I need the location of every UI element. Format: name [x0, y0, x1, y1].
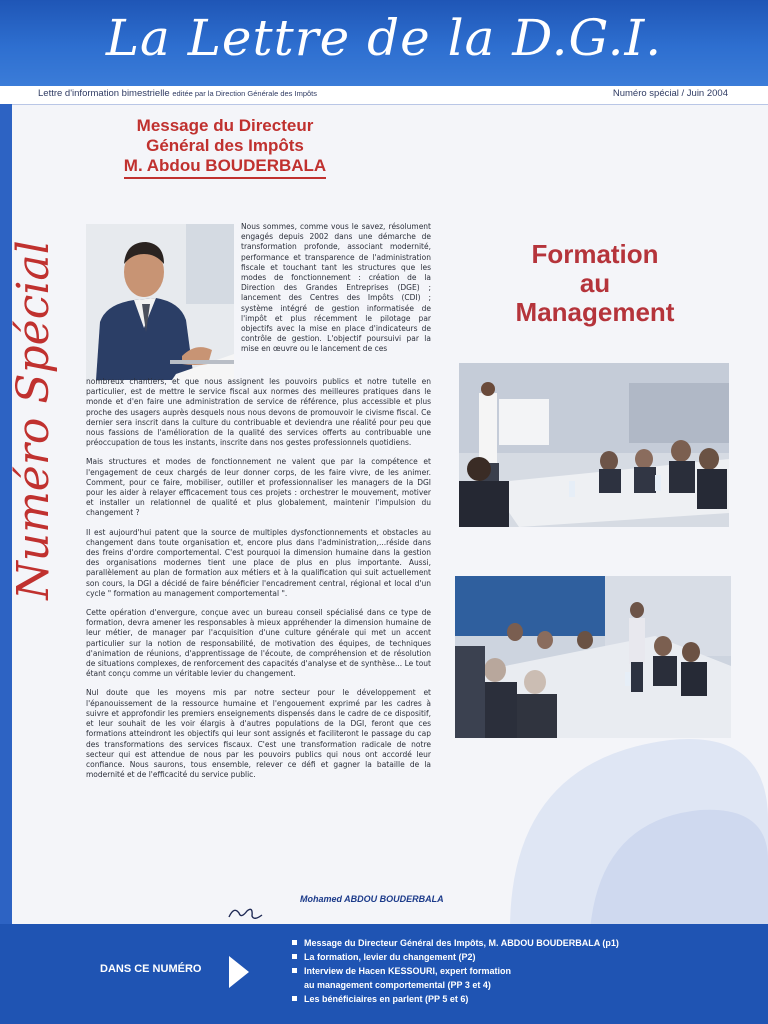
toc-item-label: au management comportemental (PP 3 et 4)	[304, 980, 491, 990]
bullet-square-icon	[292, 996, 297, 1001]
training-photo-1	[459, 363, 729, 527]
formation-heading-line3: Management	[515, 297, 675, 327]
message-title	[70, 116, 380, 179]
bullet-square-icon	[292, 940, 297, 945]
toc-item[interactable]	[292, 964, 619, 978]
toc-item-continuation[interactable]	[292, 978, 619, 992]
toc-item[interactable]	[292, 936, 619, 950]
director-photo	[86, 224, 234, 380]
formation-heading-line2: au	[579, 268, 611, 298]
bullet-square-icon	[292, 968, 297, 973]
bullet-square-icon	[292, 954, 297, 959]
message-paragraph-4: Cette opération d'envergure, conçue avec un bureau conseil spécialisé dans ce type de formation, devra amener les responsables à mieux appréhender la dimension humaine de leur métier, de manager par l'acquisition d'une culture générale qui met un accent particulier sur la notion de responsabilité, de motivation des équipes, de techniques d'animation de réunions, d'apprentissage de l'écoute, de compréhension et de résolution de situations complexes, de renforcement des capacités d'analyse et de synthèse... Le tout étant conçu comme un véritable levier du changement.	[86, 608, 431, 679]
toc-item-label: Les bénéficiaires en parlent (PP 5 et 6)	[304, 994, 469, 1004]
message-paragraph-3: Il est aujourd'hui patent que la source de multiples dysfonctionnements et obstacles au changement dans toute organisation et, encore plus dans l'administration,...réside dans des freins d'ordre comportemental. C'est pourquoi la dimension humaine dans la gestion des organisations modernes tient une place de plus en plus importante. Aussi, parallèlement au plan de formation aux métiers et à la qualification qui suit actuellement son cours, la DGI a décidé de faire bénéficier l'encadrement central, régional et local d'un cycle " formation au management comportemental ".	[86, 527, 431, 598]
masthead-subbar	[0, 86, 768, 105]
message-paragraph-intro: Nous sommes, comme vous le savez, résolument engagés depuis 2002 dans une démarche de transformation profonde, associant modernité, performance et transparence de l'administration fiscale et touchant tant les structures que les modes de fonctionnement : création de la Direction des Grandes Entreprises (DGE) ; lancement des Centres des Impôts (CDI) ; système intégré de gestion informatisée de l'impôt et plus récemment le pilotage par objectifs avec la mise en place d'indicateurs de contrôle de gestion. L'objectif poursuivi par la mise en œuvre ou le lancement de ces	[241, 222, 431, 354]
message-body	[86, 377, 431, 789]
subtitle-small: editée par la Direction Générale des Impôts	[172, 89, 318, 98]
toc-item[interactable]	[292, 950, 619, 964]
message-title-name: M. Abdou BOUDERBALA	[124, 156, 326, 179]
toc-item-label: La formation, levier du changement (P2)	[304, 952, 476, 962]
message-title-line2: Général des Impôts	[146, 136, 304, 155]
toc-item-label: Interview de Hacen KESSOURI, expert formation	[304, 966, 512, 976]
newsletter-title: La Lettre de la D.G.I.	[105, 9, 663, 67]
toc-item[interactable]	[292, 992, 619, 1006]
training-photo-2	[455, 576, 731, 738]
message-title-line1: Message du Directeur	[136, 116, 314, 135]
subtitle-main: Lettre d'information bimestrielle	[38, 88, 170, 99]
in-this-issue-label: DANS CE NUMÉRO	[100, 963, 202, 975]
play-arrow-icon	[229, 956, 249, 988]
masthead-banner	[0, 0, 768, 86]
issue-label: Numéro spécial / Juin 2004	[612, 88, 728, 99]
toc-item-label: Message du Directeur Général des Impôts, M. ABDOU BOUDERBALA (p1)	[304, 938, 619, 948]
signature-name: Mohamed ABDOU BOUDERBALA	[300, 894, 444, 904]
message-paragraph-5: Nul doute que les moyens mis par notre secteur pour le développement et l'épanouissement de la ressource humaine et l'engouement exprimé par les cadres à suivre et approfondir les premiers enseignements dispensés dans le cadre de ce dispositif, et leur souhait de les voir élargis à d'autres populations de la DGI, feront que ces formations atteindront les objectifs qui leur sont assignés et faciliteront le passage du cap des transformations des services fiscaux. C'est une transformation radicale de notre secteur qui est attendue de nous par les pouvoirs publics qui nous ont accordé leur confiance. Nous saurons, tous ensemble, relever ce défi et gagner la bataille de la modernité et de l'efficacité du service public.	[86, 688, 431, 780]
message-paragraph-2: Mais structures et modes de fonctionnement ne valent que par la compétence et l'engagement de ceux chargés de leur donner corps, de les faire vivre, de les animer. Comment, pour ce faire, mobiliser, outiller et professionnaliser les managers de la DGI pour les aider à relayer efficacement tous ces projets : orchestrer le mouvement, motiver et installer un relationnel de qualité et plus globalement, maintenir l'impulsion du changement ?	[86, 457, 431, 518]
formation-heading	[470, 240, 720, 327]
newsletter-subtitle	[38, 88, 317, 99]
table-of-contents	[292, 936, 619, 1006]
numero-special-vertical-label: Numéro Spécial	[8, 240, 59, 600]
handwritten-signature	[226, 902, 266, 924]
message-paragraph-1: nombreux chantiers, et que nous assignent les pouvoirs publics et notre tutelle en particulier, est de mettre le service fiscal aux normes des meilleures pratiques dans le monde et d'en faire une administration de service de référence, plus accessible et plus proche des usagers auprès desquels nous nous devons de promouvoir le civisme fiscal. Ce dernier sera inscrit dans la culture du contribuable et deviendra une réalité pour peu que nous fassions de l'amélioration de la qualité des services offerts au contribuable une préoccupation de tous les instants, inscrite dans nos gestes professionnels quotidiens.	[86, 377, 431, 448]
formation-heading-line1: Formation	[531, 239, 659, 269]
